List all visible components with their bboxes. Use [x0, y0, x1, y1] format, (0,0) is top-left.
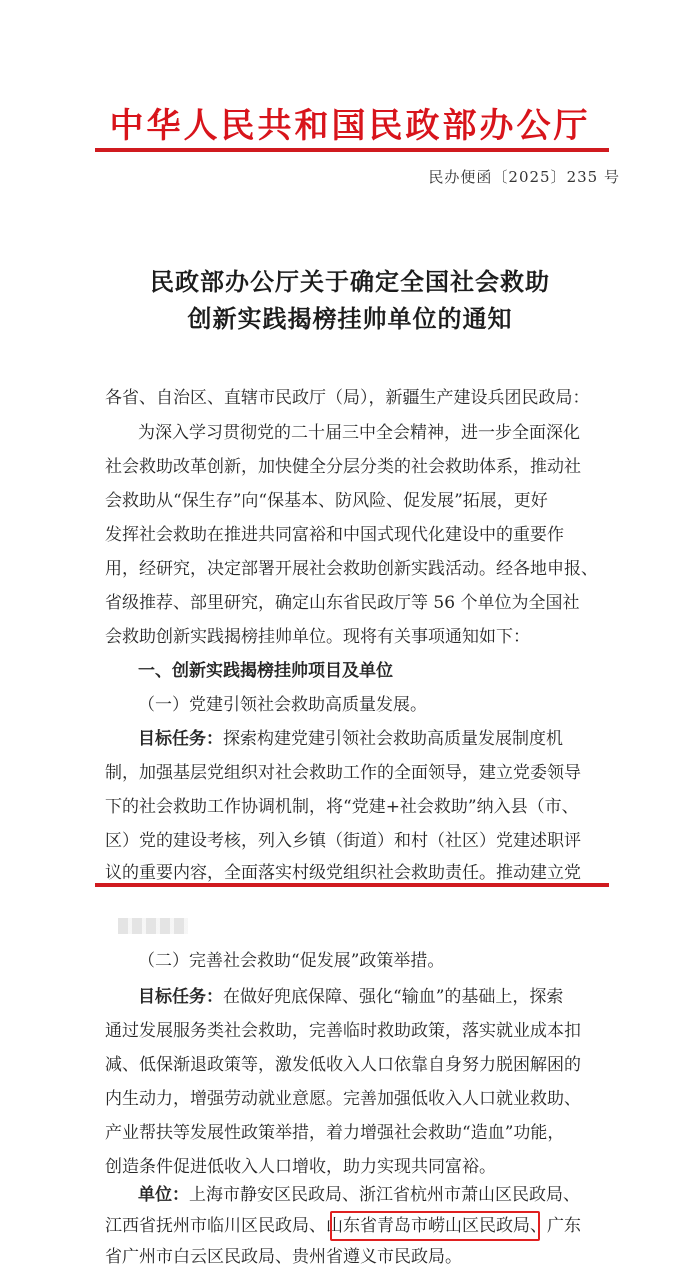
body-line: 减、低保渐退政策等，激发低收入人口依靠自身努力脱困解困的 — [105, 1055, 581, 1075]
target-task-text: 在做好兜底保障、强化“输血”的基础上，探索 — [223, 987, 564, 1007]
target-task-line — [138, 724, 563, 754]
document-number: 民办便函〔2025〕235 号 — [428, 168, 620, 186]
faded-text-fragment — [118, 918, 188, 934]
body-line: 产业帮扶等发展性政策举措，着力增强社会救助“造血”功能， — [105, 1123, 565, 1143]
body-line: 议的重要内容，全面落实村级党组织社会救助责任。推动建立党 — [105, 863, 581, 883]
body-line: 下的社会救助工作协调机制，将“党建+社会救助”纳入县（市、 — [105, 797, 579, 817]
units-line — [138, 1180, 580, 1210]
intro-line: 发挥社会救助在推进共同富裕和中国式现代化建设中的重要作 — [105, 525, 564, 545]
target-task-line — [138, 982, 563, 1012]
units-label: 单位： — [138, 1185, 189, 1205]
letterhead-title: 中华人民共和国民政部办公厅 — [109, 106, 591, 146]
document-title-line-1: 民政部办公厅关于确定全国社会救助 — [150, 267, 550, 296]
body-line: 区）党的建设考核，列入乡镇（街道）和村（社区）党建述职评 — [105, 831, 581, 851]
intro-line: 用，经研究，决定部署开展社会救助创新实践活动。经各地申报、 — [105, 559, 598, 579]
intro-line: 会救助从“保生存”向“保基本、防风险、促发展”拓展，更好 — [105, 491, 548, 511]
subsection-heading: （二）完善社会救助“促发展”政策举措。 — [138, 951, 445, 971]
letterhead-red-rule — [95, 148, 609, 152]
target-task-label: 目标任务： — [138, 729, 223, 749]
units-line: 省广州市白云区民政局、贵州省遵义市民政局。 — [105, 1247, 462, 1267]
body-line: 通过发展服务类社会救助，完善临时救助政策，落实就业成本扣 — [105, 1021, 581, 1041]
highlighted-unit: 山东省青岛市崂山区民政局 — [326, 1216, 530, 1236]
intro-line: 社会救助改革创新，加快健全分层分类的社会救助体系，推动社 — [105, 457, 581, 477]
units-text: 、广东 — [530, 1216, 581, 1236]
body-line: 制，加强基层党组织对社会救助工作的全面领导，建立党委领导 — [105, 763, 581, 783]
intro-line: 省级推荐、部里研究，确定山东省民政厅等 56 个单位为全国社 — [105, 593, 580, 613]
section-heading: 一、创新实践揭榜挂帅项目及单位 — [138, 661, 393, 681]
intro-line: 会救助创新实践揭榜挂帅单位。现将有关事项通知如下： — [105, 627, 530, 647]
highlight-box — [330, 1211, 540, 1241]
document-title-line-2: 创新实践揭榜挂帅单位的通知 — [187, 304, 513, 333]
salutation: 各省、自治区、直辖市民政厅（局），新疆生产建设兵团民政局： — [105, 388, 590, 408]
body-line: 创造条件促进低收入人口增收，助力实现共同富裕。 — [105, 1157, 496, 1177]
units-text: 上海市静安区民政局、浙江省杭州市萧山区民政局、 — [189, 1185, 580, 1205]
intro-line: 为深入学习贯彻党的二十届三中全会精神，进一步全面深化 — [138, 423, 580, 443]
units-text: 江西省抚州市临川区民政局、 — [105, 1216, 326, 1236]
target-task-text: 探索构建党建引领社会救助高质量发展制度机 — [223, 729, 563, 749]
target-task-label: 目标任务： — [138, 987, 223, 1007]
page-break-red-rule — [95, 883, 609, 887]
subsection-heading: （一）党建引领社会救助高质量发展。 — [138, 695, 427, 715]
body-line: 内生动力，增强劳动就业意愿。完善加强低收入人口就业救助、 — [105, 1089, 581, 1109]
